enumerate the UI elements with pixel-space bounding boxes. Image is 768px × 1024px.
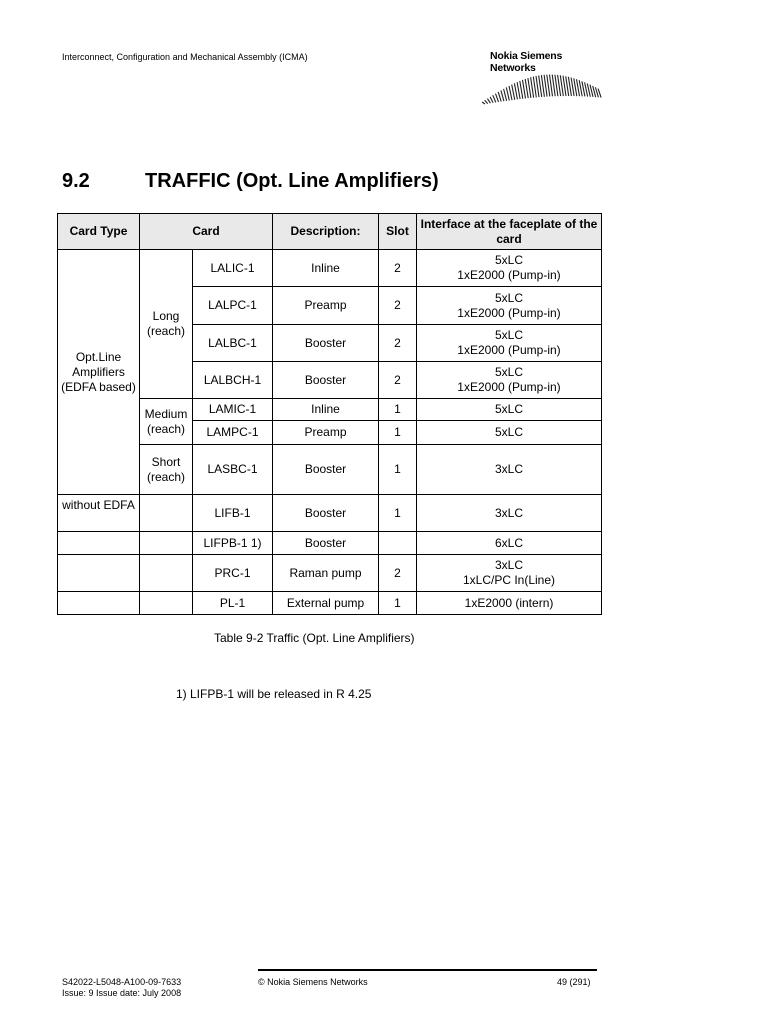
interface-cell: 5xLC 1xE2000 (Pump-in)	[417, 287, 602, 325]
logo-text: Nokia Siemens Networks	[490, 50, 563, 74]
table-row	[58, 250, 602, 287]
slot-cell: 1	[379, 421, 417, 445]
table-row	[58, 445, 602, 495]
interface-cell: 3xLC 1xLC/PC In(Line)	[417, 555, 602, 592]
section-number: 9.2	[62, 170, 90, 192]
footer-copyright: © Nokia Siemens Networks	[258, 977, 368, 987]
card-cell: LAMPC-1	[193, 421, 273, 445]
footer-page-number: 49 (291)	[557, 977, 591, 987]
desc-cell: Booster	[273, 362, 379, 399]
header-description: Description:	[273, 214, 379, 250]
interface-cell: 5xLC	[417, 421, 602, 445]
interface-cell: 5xLC 1xE2000 (Pump-in)	[417, 362, 602, 399]
desc-cell: Booster	[273, 445, 379, 495]
slot-cell: 1	[379, 592, 417, 615]
interface-cell: 3xLC	[417, 495, 602, 532]
table-header-row	[58, 214, 602, 250]
header-interface: Interface at the faceplate of the card	[417, 214, 602, 250]
desc-cell: Booster	[273, 325, 379, 362]
empty-cell	[140, 555, 193, 592]
header-card: Card	[140, 214, 273, 250]
desc-cell: Inline	[273, 399, 379, 421]
logo-wave-icon	[478, 50, 602, 106]
card-cell: LALBCH-1	[193, 362, 273, 399]
interface-cell: 6xLC	[417, 532, 602, 555]
desc-cell: Booster	[273, 532, 379, 555]
footer-divider	[258, 969, 597, 971]
card-cell: LAMIC-1	[193, 399, 273, 421]
document-header-title: Interconnect, Configuration and Mechanical Assembly (ICMA)	[62, 52, 308, 62]
footer-issue: Issue: 9 Issue date: July 2008	[62, 988, 182, 998]
section-title: TRAFFIC (Opt. Line Amplifiers)	[145, 170, 439, 192]
table-caption: Table 9-2 Traffic (Opt. Line Amplifiers)	[214, 631, 415, 645]
desc-cell: Raman pump	[273, 555, 379, 592]
empty-cell	[58, 555, 140, 592]
card-cell: LASBC-1	[193, 445, 273, 495]
card-cell: LALIC-1	[193, 250, 273, 287]
table-row	[58, 592, 602, 615]
group-long: Long (reach)	[140, 250, 193, 399]
footnote: 1) LIFPB-1 will be released in R 4.25	[176, 687, 372, 701]
table-row	[58, 532, 602, 555]
header-card-type: Card Type	[58, 214, 140, 250]
footer-doc-info	[62, 977, 181, 999]
footer-doc-id: S42022-L5048-A100-09-7633	[62, 977, 182, 987]
card-cell: LALPC-1	[193, 287, 273, 325]
slot-cell: 2	[379, 325, 417, 362]
card-cell: LALBC-1	[193, 325, 273, 362]
table-row	[58, 555, 602, 592]
slot-cell: 1	[379, 495, 417, 532]
desc-cell: Preamp	[273, 287, 379, 325]
interface-cell: 5xLC	[417, 399, 602, 421]
table-row	[58, 399, 602, 421]
group-opt-line: Opt.Line Amplifiers (EDFA based)	[58, 250, 140, 495]
desc-cell: Inline	[273, 250, 379, 287]
interface-cell: 1xE2000 (intern)	[417, 592, 602, 615]
slot-cell: 1	[379, 445, 417, 495]
empty-cell	[140, 532, 193, 555]
slot-cell	[379, 532, 417, 555]
group-without-edfa: without EDFA	[58, 495, 140, 532]
card-cell: PRC-1	[193, 555, 273, 592]
group-short: Short (reach)	[140, 445, 193, 495]
empty-cell	[140, 495, 193, 532]
empty-cell	[58, 592, 140, 615]
slot-cell: 2	[379, 250, 417, 287]
empty-cell	[140, 592, 193, 615]
interface-cell: 5xLC 1xE2000 (Pump-in)	[417, 250, 602, 287]
interface-cell: 5xLC 1xE2000 (Pump-in)	[417, 325, 602, 362]
empty-cell	[58, 532, 140, 555]
group-medium: Medium (reach)	[140, 399, 193, 445]
slot-cell: 1	[379, 399, 417, 421]
company-logo	[478, 50, 602, 106]
slot-cell: 2	[379, 555, 417, 592]
card-cell: LIFB-1	[193, 495, 273, 532]
desc-cell: Preamp	[273, 421, 379, 445]
desc-cell: Booster	[273, 495, 379, 532]
slot-cell: 2	[379, 287, 417, 325]
card-cell: PL-1	[193, 592, 273, 615]
traffic-table	[57, 213, 602, 615]
header-slot: Slot	[379, 214, 417, 250]
card-cell: LIFPB-1 1)	[193, 532, 273, 555]
slot-cell: 2	[379, 362, 417, 399]
table-row	[58, 495, 602, 532]
desc-cell: External pump	[273, 592, 379, 615]
interface-cell: 3xLC	[417, 445, 602, 495]
